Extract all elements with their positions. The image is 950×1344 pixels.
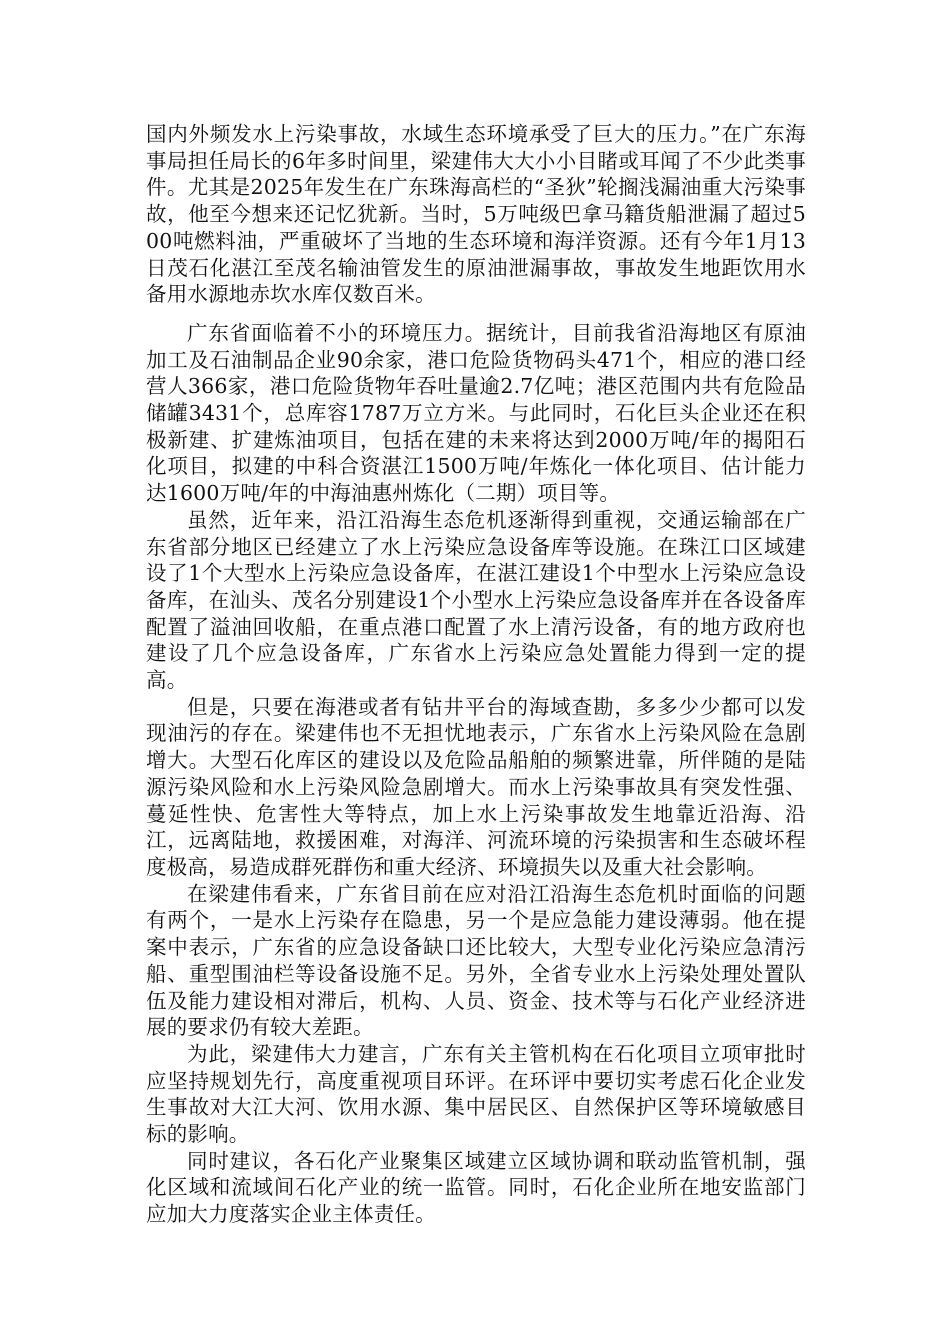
- paragraph-3: 虽然，近年来，沿江沿海生态危机逐渐得到重视，交通运输部在广东省部分地区已经建立了水上污染应急设备库等设施。在珠江口区域建设了1个大型水上污染应急设备库，在湛江建设1个中型水上污染应急设备库，在汕头、茂名分别建设1个小型水上污染应急设备库并在各设备库配置了溢油回收船，在重点港口配置了水上清污设备，有的地方政府也建设了几个应急设备库，广东省水上污染应急处置能力得到一定的提高。: [146, 507, 806, 693]
- paragraph-1: 国内外频发水上污染事故，水域生态环境承受了巨大的压力。”在广东海事局担任局长的6年多时间里，梁建伟大大小小目睹或耳闻了不少此类事件。尤其是2025年发生在广东珠海高栏的“圣狄”轮搁浅漏油重大污染事故，他至今想来还记忆犹新。当时，5万吨级巴拿马籍货船泄漏了超过500吨燃料油，严重破坏了当地的生态环境和海洋资源。还有今年1月13日茂石化湛江至茂名输油管发生的原油泄漏事故，事故发生地距饮用水备用水源地赤坎水库仅数百米。: [146, 122, 806, 307]
- article-body: [146, 121, 806, 1228]
- paragraph-2: 广东省面临着不小的环境压力。据统计，目前我省沿海地区有原油加工及石油制品企业90余家，港口危险货物码头471个，相应的港口经营人366家，港口危险货物年吞吐量逾2.7亿吨；港区范围内共有危险品储罐3431个，总库容1787万立方米。与此同时，石化巨头企业还在积极新建、扩建炼油项目，包括在建的未来将达到2000万吨/年的揭阳石化项目，拟建的中科合资湛江1500万吨/年炼化一体化项目、估计能力达1600万吨/年的中海油惠州炼化（二期）项目等。: [146, 320, 806, 506]
- paragraph-4: 但是，只要在海港或者有钻井平台的海域查勘，多多少少都可以发现油污的存在。梁建伟也不无担忧地表示，广东省水上污染风险在急剧增大。大型石化库区的建设以及危险品船舶的频繁进靠，所伴随的是陆源污染风险和水上污染风险急剧增大。而水上污染事故具有突发性强、蔓延性快、危害性大等特点，加上水上污染事故发生地靠近沿海、沿江，远离陆地，救援困难，对海洋、河流环境的污染损害和生态破坏程度极高，易造成群死群伤和重大经济、环境损失以及重大社会影响。: [146, 694, 806, 879]
- paragraph-5: 在梁建伟看来，广东省目前在应对沿江沿海生态危机时面临的问题有两个，一是水上污染存在隐患，另一个是应急能力建设薄弱。他在提案中表示，广东省的应急设备缺口还比较大，大型专业化污染应急清污船、重型围油栏等设备设施不足。另外，全省专业水上污染处理处置队伍及能力建设相对滞后，机构、人员、资金、技术等与石化产业经济进展的要求仍有较大差距。: [146, 881, 806, 1040]
- paragraph-7: 同时建议，各石化产业聚集区域建立区域协调和联动监管机制，强化区域和流域间石化产业的统一监管。同时，石化企业所在地安监部门应加大力度落实企业主体责任。: [146, 1148, 806, 1227]
- paragraph-6: 为此，梁建伟大力建言，广东有关主管机构在石化项目立项审批时应坚持规划先行，高度重视项目环评。在环评中要切实考虑石化企业发生事故对大江大河、饮用水源、集中居民区、自然保护区等环境敏感目标的影响。: [146, 1041, 806, 1147]
